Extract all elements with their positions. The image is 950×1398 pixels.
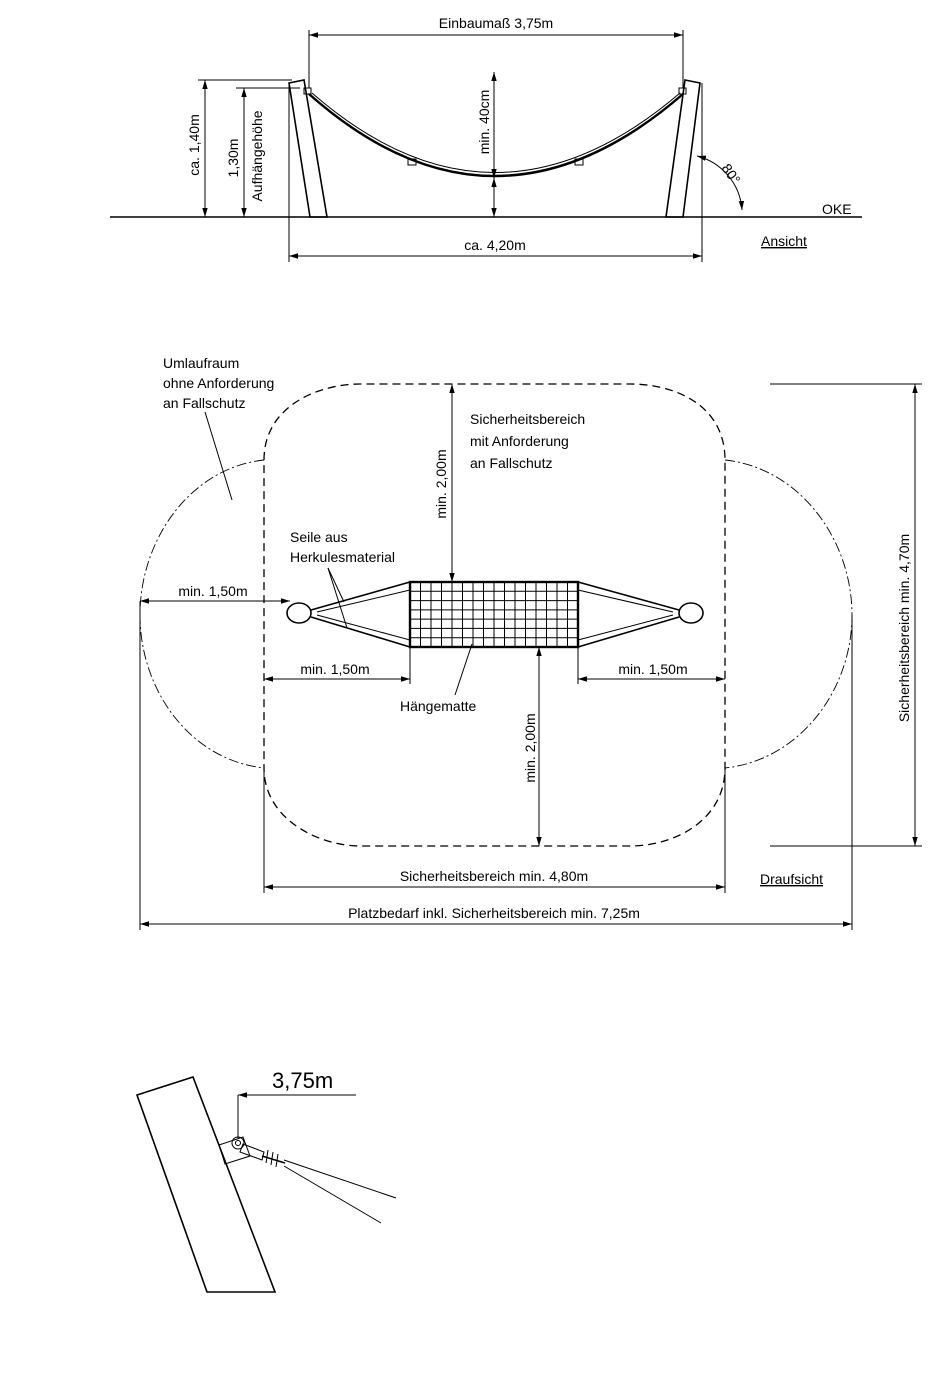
draufsicht-view-label: Draufsicht: [760, 871, 824, 887]
detail-view: [137, 1068, 396, 1292]
min-150-right-label: min. 1,50m: [618, 661, 688, 677]
seile-line1: Seile aus: [290, 529, 348, 545]
hammock-curve: [309, 94, 683, 176]
haengematte-label: Hängematte: [400, 698, 477, 714]
umlaufraum-line2: ohne Anforderung: [163, 375, 275, 391]
detail-rope-1: [284, 1160, 396, 1198]
height-140-label: ca. 1,40m: [186, 114, 202, 176]
umlaufraum-leader: [205, 412, 232, 500]
right-post-top: [679, 603, 703, 623]
oke-label: OKE: [822, 201, 852, 217]
sb-470-label: Sicherheitsbereich min. 4,70m: [896, 533, 912, 723]
haengematte-leader: [455, 644, 472, 695]
einbaumass-label: Einbaumaß 3,75m: [438, 15, 554, 31]
umlaufraum-line3: an Fallschutz: [163, 395, 246, 411]
angle-label: 80°: [718, 160, 744, 188]
seile-leader-1: [328, 568, 344, 602]
min-150-left-label: min. 1,50m: [300, 661, 370, 677]
detail-bracket: [219, 1137, 250, 1164]
umlaufraum-left-lobe: [140, 460, 264, 768]
umlaufraum-line1: Umlaufraum: [163, 355, 240, 371]
detail-post: [137, 1077, 275, 1292]
detail-rope-2: [284, 1166, 381, 1223]
min-150-outer-label: min. 1,50m: [178, 583, 248, 599]
umlaufraum-right-lobe: [725, 460, 852, 768]
height-130-label: 1,30m: [225, 138, 241, 178]
hammock-curve-inner: [312, 93, 680, 173]
width-420-label: ca. 4,20m: [464, 237, 526, 253]
sb-note-line1: Sicherheitsbereich: [470, 411, 586, 427]
top-view: [140, 355, 922, 930]
sb-480-label: Sicherheitsbereich min. 4,80m: [399, 868, 589, 884]
left-post-top: [287, 603, 311, 623]
ansicht-view-label: Ansicht: [761, 233, 807, 249]
detail-dimension-label: 3,75m: [272, 1068, 334, 1093]
platzbedarf-label: Platzbedarf inkl. Sicherheitsbereich min. 7,25m: [348, 905, 640, 921]
seile-line2: Herkulesmaterial: [290, 549, 396, 565]
min-40cm-label: min. 40cm: [476, 89, 492, 155]
aufhaengehoehe-label: Aufhängehöhe: [249, 110, 265, 202]
sb-note-line2: mit Anforderung: [470, 433, 569, 449]
side-view: [110, 15, 862, 262]
sb-note-line3: an Fallschutz: [470, 455, 553, 471]
min-200-top-label: min. 2,00m: [433, 449, 449, 519]
min-200-bottom-label: min. 2,00m: [522, 713, 538, 783]
hammock-net: [410, 582, 578, 647]
